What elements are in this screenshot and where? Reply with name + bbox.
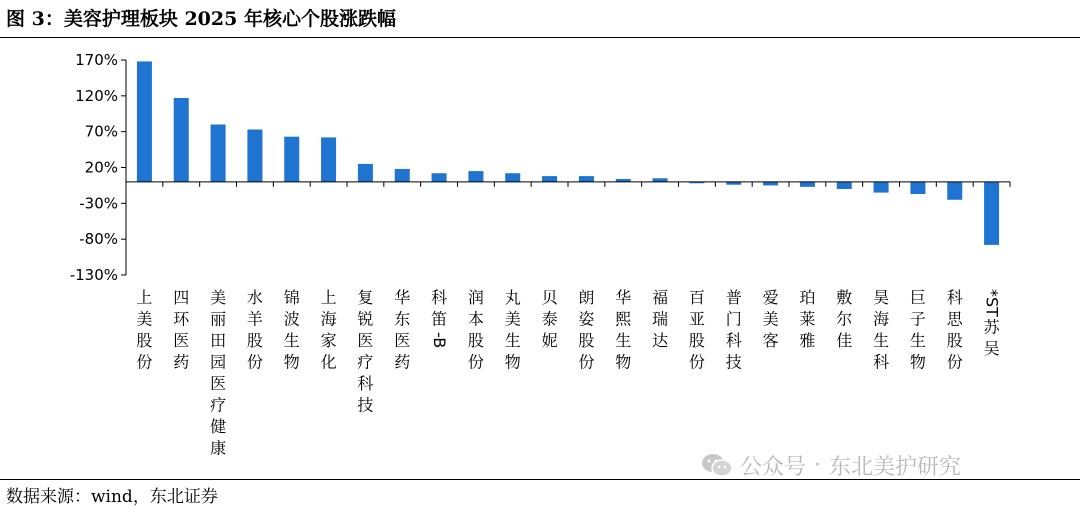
x-label-glyph: 股 — [946, 331, 963, 350]
bar — [984, 182, 999, 245]
x-label-glyph: 物 — [504, 352, 521, 372]
x-label-glyph: 笛 — [431, 309, 448, 329]
bar — [174, 98, 189, 182]
x-label-glyph: 生 — [909, 331, 926, 350]
x-label-glyph: 姿 — [578, 309, 595, 329]
x-label-glyph: 珀 — [799, 288, 816, 307]
x-label-glyph: 复 — [357, 288, 374, 307]
x-label-glyph: 海 — [320, 309, 337, 329]
x-label-glyph: 妮 — [541, 331, 558, 350]
x-label-glyph: 雅 — [799, 331, 816, 350]
x-label-glyph: 上 — [136, 288, 153, 307]
source-note: 数据来源：wind，东北证券 — [6, 487, 218, 507]
x-category-label — [873, 288, 889, 372]
x-label-glyph: 苏 — [983, 317, 1000, 337]
x-label-glyph: 亚 — [688, 309, 705, 329]
x-label-glyph: 熙 — [615, 309, 632, 329]
bar — [468, 171, 483, 182]
x-label-glyph: 莱 — [799, 309, 816, 329]
x-label-glyph: 股 — [467, 331, 484, 350]
y-tick-label: -80% — [79, 230, 118, 249]
bar — [432, 173, 447, 182]
x-label-glyph: 物 — [615, 352, 632, 372]
x-label-glyph: 技 — [725, 352, 742, 372]
x-label-glyph: 朗 — [578, 288, 595, 307]
bottom-rule — [0, 479, 1080, 480]
x-label-glyph: 华 — [615, 288, 632, 307]
bar — [284, 137, 299, 182]
x-category-label — [910, 288, 926, 372]
bars-group — [137, 61, 999, 244]
x-label-glyph: 华 — [394, 288, 411, 307]
x-label-glyph: 泰 — [541, 309, 558, 329]
x-label-glyph: 园 — [210, 352, 227, 372]
x-label-glyph: 康 — [210, 438, 227, 458]
x-label-glyph: 药 — [394, 352, 411, 372]
x-label-glyph: 股 — [246, 331, 263, 350]
x-category-label — [430, 288, 449, 348]
watermark-separator: · — [814, 452, 822, 478]
x-label-glyph: 思 — [946, 309, 963, 329]
x-label-glyph: 生 — [283, 331, 300, 350]
x-label-glyph: 四 — [173, 288, 190, 307]
x-label-glyph: 百 — [688, 288, 705, 307]
x-label-glyph: 科 — [725, 331, 742, 350]
x-label-glyph: 波 — [283, 309, 300, 329]
x-category-label — [247, 288, 263, 372]
x-label-glyph: 客 — [762, 331, 779, 350]
x-label-glyph: 尔 — [836, 309, 853, 329]
x-category-label — [284, 288, 300, 372]
wechat-icon — [700, 451, 734, 479]
x-category-label — [689, 288, 705, 372]
bar — [542, 176, 557, 182]
x-label-glyph: 贝 — [541, 288, 558, 307]
x-label-glyph: 锐 — [357, 309, 374, 329]
x-category-label — [578, 288, 594, 372]
x-label-glyph: 达 — [652, 331, 669, 350]
x-category-label — [542, 288, 558, 350]
x-label-glyph: 巨 — [909, 288, 926, 307]
x-label-glyph: 医 — [357, 331, 374, 350]
y-tick-label: 170% — [75, 51, 118, 69]
bar-chart — [0, 40, 1080, 470]
x-label-glyph: 敷 — [836, 288, 853, 307]
x-label-glyph: 瑞 — [652, 309, 669, 329]
x-category-label — [136, 288, 152, 372]
bar — [800, 182, 815, 187]
x-label-glyph: 份 — [688, 352, 705, 372]
x-label-glyph: 丸 — [504, 288, 521, 307]
x-category-label — [321, 288, 337, 372]
x-label-glyph: 上 — [320, 288, 337, 307]
y-tick-label: 20% — [84, 158, 118, 177]
bar — [395, 169, 410, 182]
x-category-label — [394, 288, 410, 372]
x-category-label — [947, 288, 964, 372]
x-label-glyph: 疗 — [357, 352, 374, 372]
x-label-glyph: 本 — [467, 309, 484, 329]
x-category-label — [468, 288, 484, 372]
x-label-glyph: 技 — [357, 395, 374, 415]
x-label-glyph: 份 — [136, 352, 153, 372]
x-label-glyph: 环 — [173, 309, 190, 329]
x-label-glyph: 疗 — [210, 395, 227, 415]
x-label-glyph: 美 — [504, 309, 521, 329]
bar — [653, 178, 668, 182]
bar — [247, 130, 262, 182]
x-category-label — [505, 288, 521, 372]
bar — [763, 182, 778, 186]
watermark — [700, 447, 961, 483]
x-label-glyph: 美 — [136, 309, 153, 329]
bar — [837, 182, 852, 189]
x-label-glyph: 丽 — [210, 309, 227, 329]
x-label-glyph: 吴 — [983, 339, 1000, 358]
x-label-glyph: 普 — [725, 288, 742, 307]
x-category-label — [983, 289, 1002, 358]
x-category-label — [726, 288, 742, 372]
y-tick-label: 120% — [75, 86, 118, 105]
x-label-glyph: 份 — [578, 352, 595, 372]
x-category-label — [173, 288, 190, 372]
x-label-glyph: 份 — [246, 352, 263, 372]
x-label-glyph: 健 — [210, 417, 227, 436]
watermark-name: 东北美护研究 — [829, 454, 962, 480]
y-tick-label: -30% — [79, 194, 118, 213]
x-category-label — [836, 288, 852, 350]
figure-title: 图 3：美容护理板块 2025 年核心个股涨跌幅 — [6, 8, 396, 30]
x-label-glyph: 美 — [762, 309, 779, 329]
x-label-glyph: 田 — [210, 331, 227, 350]
x-label-glyph: 药 — [173, 352, 190, 372]
x-category-label — [763, 288, 779, 350]
bar — [321, 137, 336, 181]
x-category-label — [652, 288, 668, 350]
x-label-glyph: 股 — [688, 331, 705, 350]
x-label-glyph: 子 — [909, 309, 926, 329]
x-label-glyph: 科 — [873, 352, 890, 372]
bar — [910, 182, 925, 194]
x-label-glyph: 股 — [578, 331, 595, 350]
y-tick-label: -130% — [69, 266, 118, 284]
x-label-glyph: -B — [430, 332, 450, 349]
x-category-labels — [136, 288, 1001, 458]
y-tick-label: 70% — [84, 122, 118, 141]
x-label-glyph: 爱 — [762, 288, 779, 307]
x-label-glyph: 股 — [136, 331, 153, 350]
x-label-glyph: 科 — [357, 374, 374, 393]
x-category-label — [357, 288, 373, 415]
bar — [358, 164, 373, 182]
x-label-glyph: 海 — [873, 309, 890, 329]
x-label-glyph: 锦 — [283, 288, 300, 307]
x-label-glyph: 生 — [873, 331, 890, 350]
x-label-glyph: 美 — [210, 288, 227, 307]
bar — [947, 182, 962, 200]
x-label-glyph: 份 — [467, 352, 484, 372]
x-label-glyph: 昊 — [873, 288, 890, 307]
bar — [137, 61, 152, 181]
x-label-glyph: 东 — [394, 309, 411, 329]
y-axis — [70, 51, 126, 284]
x-label-glyph: 羊 — [246, 309, 263, 329]
bar — [579, 176, 594, 182]
x-label-glyph: 化 — [320, 352, 337, 372]
x-label-glyph: 物 — [909, 352, 926, 372]
x-label-glyph: 医 — [394, 331, 411, 350]
x-label-glyph: *ST — [982, 289, 1002, 317]
x-label-glyph: 医 — [173, 331, 190, 350]
bar — [505, 173, 520, 182]
x-label-glyph: 佳 — [836, 331, 853, 350]
top-rule — [0, 37, 1080, 38]
x-category-label — [210, 288, 226, 458]
x-label-glyph: 门 — [725, 309, 742, 329]
x-label-glyph: 家 — [320, 331, 337, 350]
x-label-glyph: 科 — [431, 288, 448, 307]
x-category-label — [799, 288, 815, 350]
x-label-glyph: 份 — [946, 352, 963, 372]
x-category-label — [615, 288, 632, 372]
x-label-glyph: 水 — [246, 288, 263, 307]
bar — [874, 182, 889, 193]
x-label-glyph: 物 — [283, 352, 300, 372]
bar — [211, 125, 226, 182]
x-label-glyph: 医 — [210, 374, 227, 393]
x-label-glyph: 福 — [652, 288, 669, 307]
x-label-glyph: 科 — [946, 288, 963, 307]
x-label-glyph: 生 — [615, 331, 632, 350]
x-label-glyph: 生 — [504, 331, 521, 350]
watermark-account: 公众号 — [740, 454, 807, 480]
x-label-glyph: 润 — [467, 288, 484, 307]
